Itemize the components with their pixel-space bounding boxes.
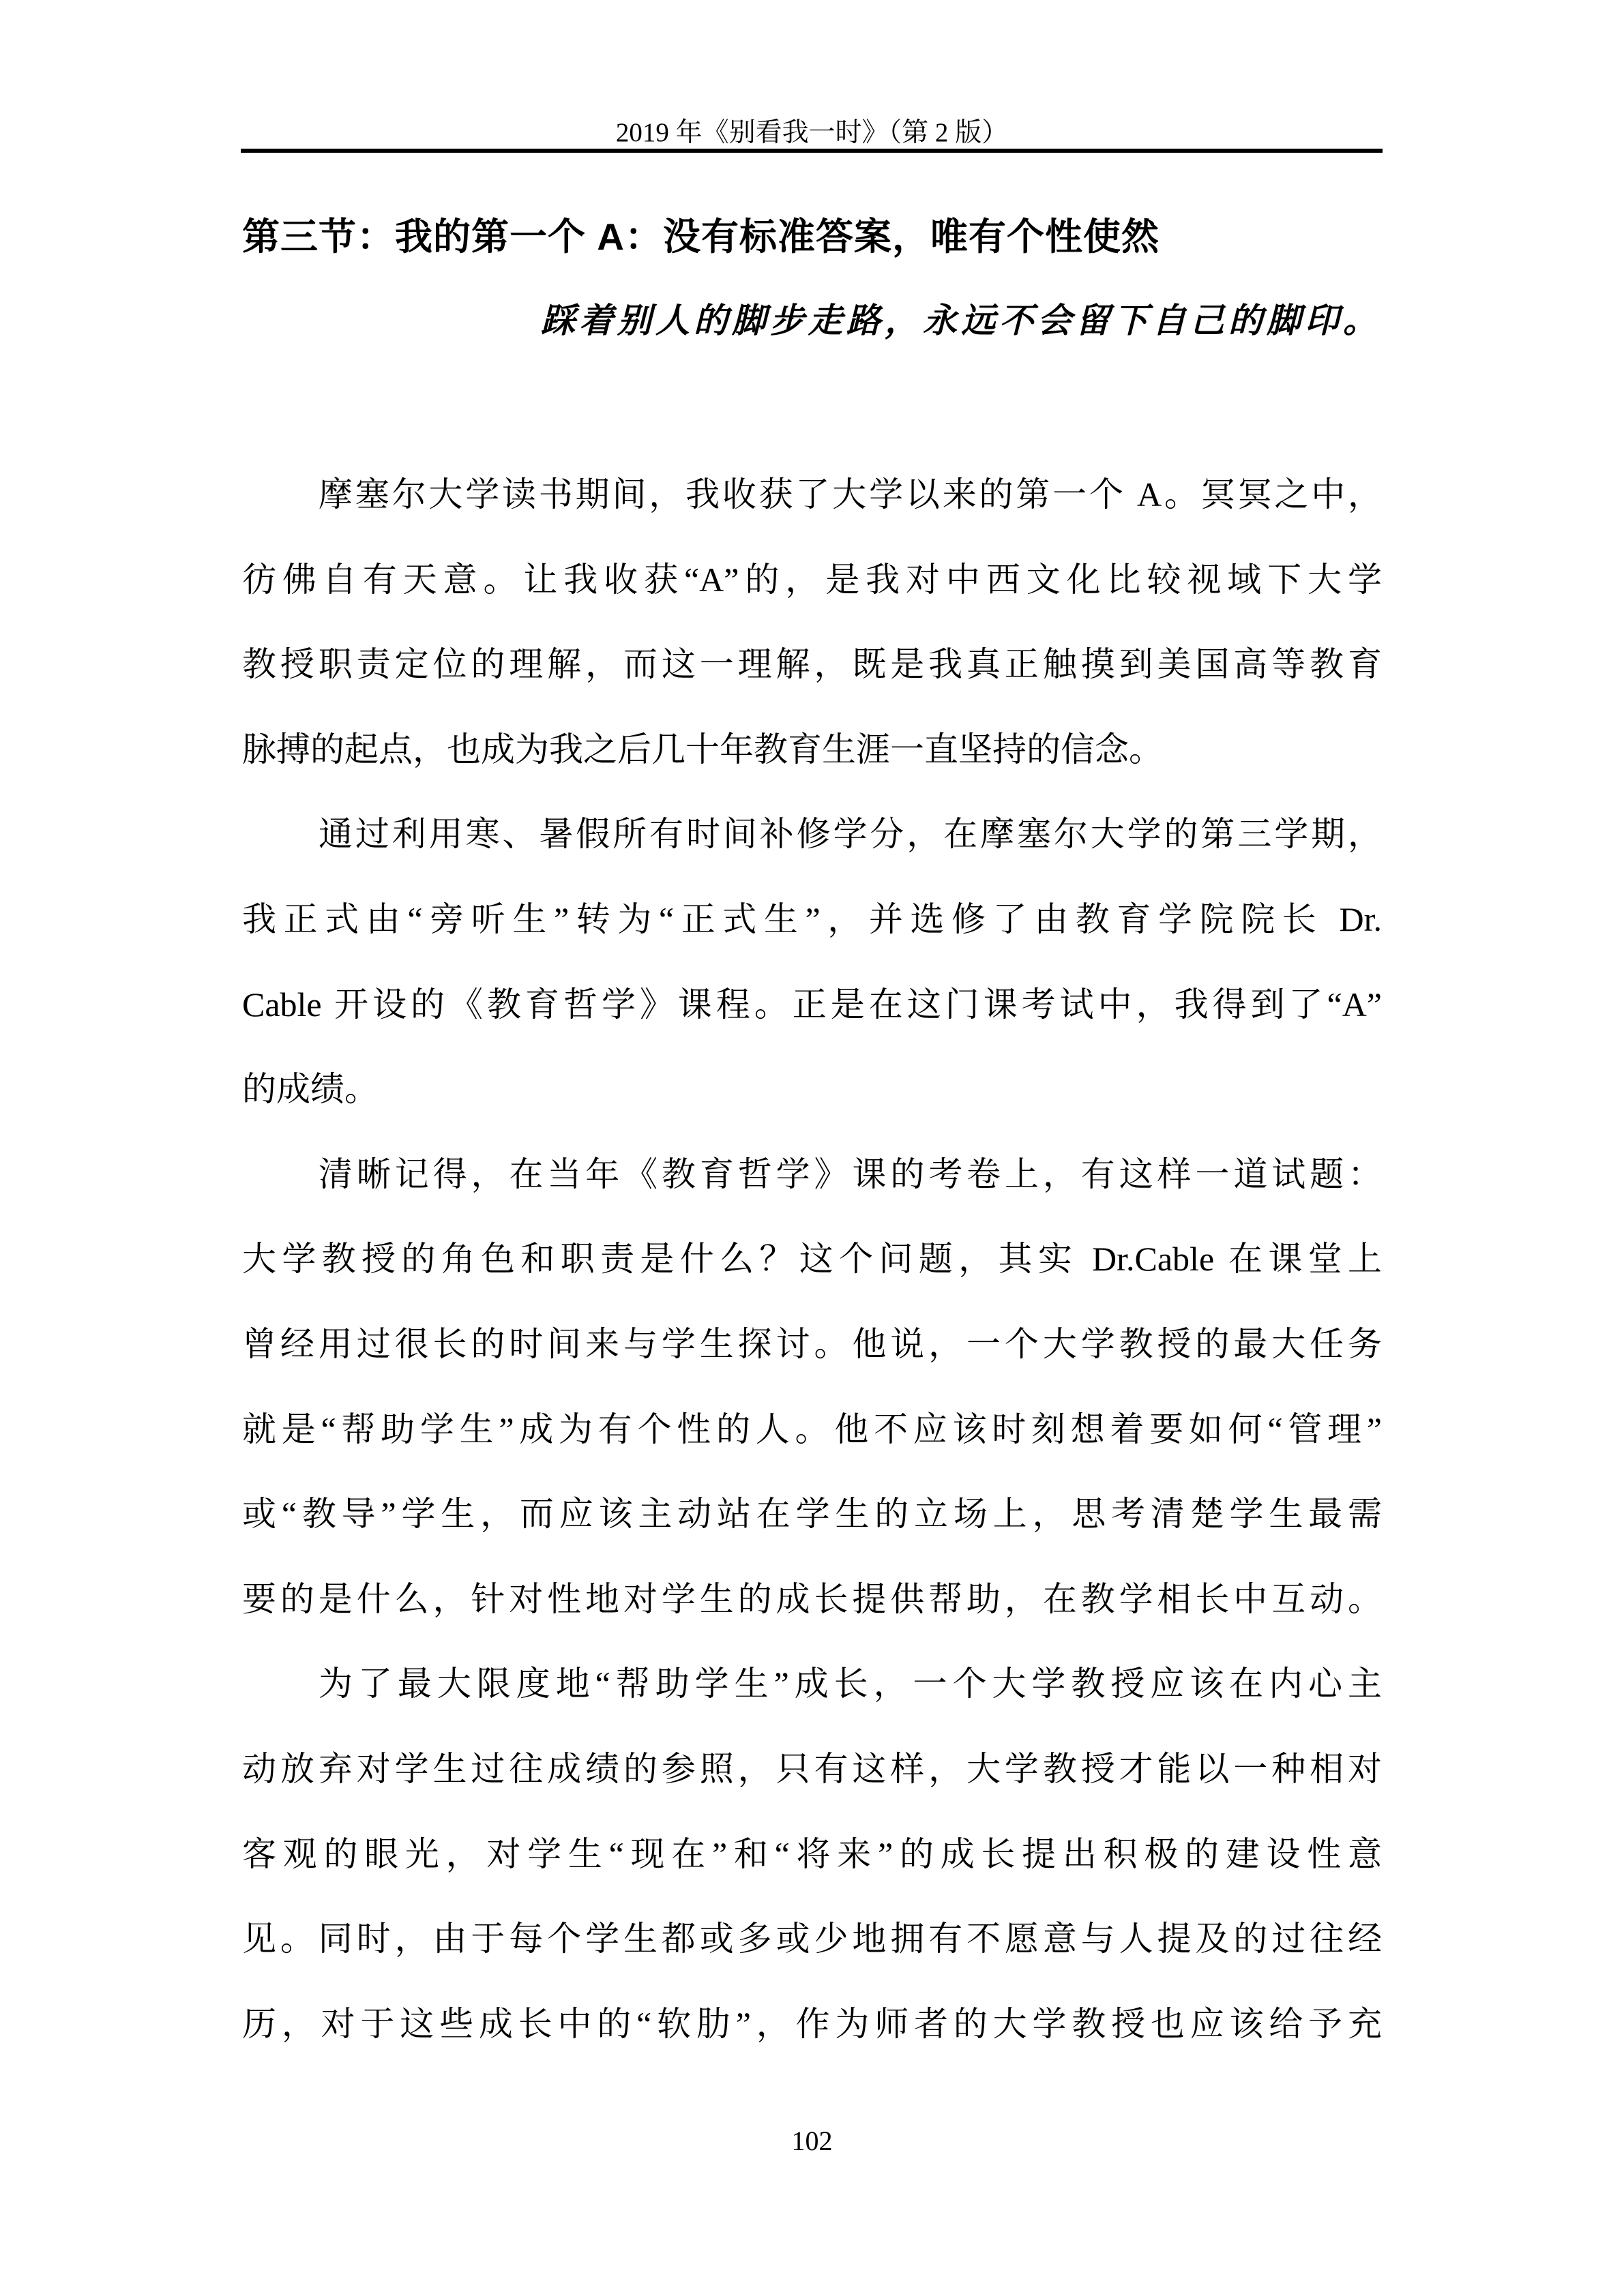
paragraph (242, 1641, 1382, 2066)
body-line: 脉搏的起点，也成为我之后几十年教育生涯一直坚持的信念。 (242, 730, 1163, 769)
epigraph-quote: 踩着别人的脚步走路，永远不会留下自己的脚印。 (541, 301, 1381, 340)
body-line: 或“教导”学生，而应该主动站在学生的立场上，思考清楚学生最需 (242, 1495, 1382, 1534)
body-line: 见。同时，由于每个学生都或多或少地拥有不愿意与人提及的过往经 (242, 1920, 1382, 1958)
paragraph (242, 1132, 1382, 1642)
paragraph (242, 792, 1382, 1131)
body-line: 就是“帮助学生”成为有个性的人。他不应该时刻想着要如何“管理” (242, 1410, 1382, 1448)
body-line: 通过利用寒、暑假所有时间补修学分，在摩塞尔大学的第三学期， (319, 815, 1382, 854)
header-divider (241, 149, 1383, 153)
body-text (242, 452, 1382, 2066)
page-number: 102 (791, 2126, 833, 2156)
body-line: 历，对于这些成长中的“软肋”，作为师者的大学教授也应该给予充 (242, 2004, 1382, 2043)
body-line: 的成绩。 (242, 1070, 379, 1109)
body-line: 客观的眼光，对学生“现在”和“将来”的成长提出积极的建设性意 (242, 1834, 1382, 1873)
body-line: 教授职责定位的理解，而这一理解，既是我真正触摸到美国高等教育 (242, 645, 1382, 684)
body-line: 摩塞尔大学读书期间，我收获了大学以来的第一个 A。冥冥之中， (319, 475, 1382, 513)
body-line: 要的是什么，针对性地对学生的成长提供帮助，在教学相长中互动。 (242, 1579, 1382, 1618)
body-line: 彷佛自有天意。让我收获“A”的，是我对中西文化比较视域下大学 (242, 560, 1382, 599)
paragraph (242, 452, 1382, 792)
body-line: 清晰记得，在当年《教育哲学》课的考卷上，有这样一道试题： (319, 1154, 1382, 1193)
body-line: 动放弃对学生过往成绩的参照，只有这样，大学教授才能以一种相对 (242, 1749, 1382, 1788)
body-line: 曾经用过很长的时间来与学生探讨。他说，一个大学教授的最大任务 (242, 1324, 1382, 1363)
body-line: Cable 开设的《教育哲学》课程。正是在这门课考试中，我得到了“A” (242, 985, 1382, 1024)
running-header-title: 2019 年《别看我一时》（第 2 版） (615, 118, 1009, 147)
body-line: 为了最大限度地“帮助学生”成长，一个大学教授应该在内心主 (319, 1665, 1382, 1703)
body-line: 大学教授的角色和职责是什么？这个问题，其实 Dr.Cable 在课堂上 (242, 1240, 1382, 1279)
body-line: 我正式由“旁听生”转为“正式生”，并选修了由教育学院院长 Dr. (242, 899, 1382, 938)
section-title: 第三节：我的第一个 A：没有标准答案，唯有个性使然 (242, 215, 1160, 258)
